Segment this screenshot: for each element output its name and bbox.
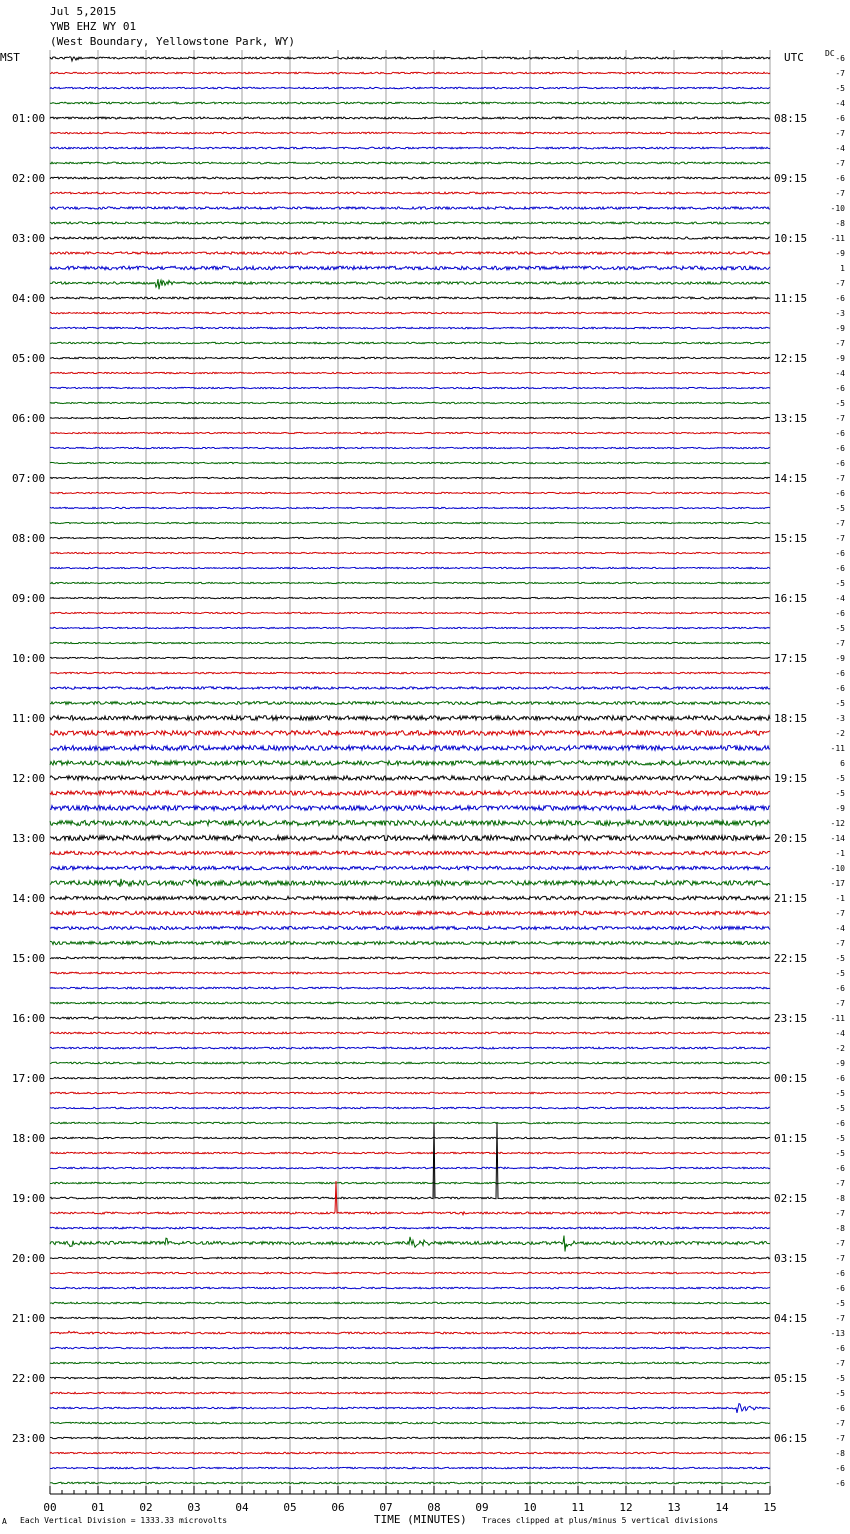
x-tick-label: 08 [427, 1501, 441, 1514]
trace-line [50, 552, 770, 553]
trace-line [50, 417, 770, 418]
dc-offset-label: -5 [835, 504, 845, 513]
dc-offset-label: -6 [835, 1479, 845, 1488]
dc-offset-label: -6 [835, 1404, 845, 1413]
dc-offset-label: -7 [835, 339, 845, 348]
dc-offset-label: -10 [830, 204, 845, 213]
dc-offset-label: -4 [835, 594, 845, 603]
trace-line [50, 1182, 770, 1184]
x-tick-label: 00 [43, 1501, 57, 1514]
dc-offset-label: -6 [835, 489, 845, 498]
left-zone-label: MST [0, 51, 20, 64]
dc-offset-label: -8 [835, 1194, 845, 1203]
x-tick-label: 15 [763, 1501, 777, 1514]
dc-offset-label: -5 [835, 1299, 845, 1308]
dc-offset-label: -7 [835, 1179, 845, 1188]
trace-line [50, 1137, 770, 1139]
dc-offset-label: -6 [835, 174, 845, 183]
dc-offset-label: -5 [835, 624, 845, 633]
trace-line [50, 252, 770, 254]
dc-offset-label: -5 [835, 789, 845, 798]
x-tick-label: 06 [331, 1501, 345, 1514]
trace-line [50, 896, 770, 900]
dc-offset-label: -5 [835, 774, 845, 783]
x-tick-label: 02 [139, 1501, 153, 1514]
trace-line [50, 1467, 770, 1469]
dc-offset-label: -5 [835, 399, 845, 408]
dc-offset-label: -17 [830, 879, 845, 888]
right-hour-label: 10:15 [774, 232, 808, 245]
dc-offset-label: -7 [835, 1254, 845, 1263]
dc-offset-label: -6 [835, 294, 845, 303]
dc-offset-label: -6 [835, 54, 845, 63]
x-tick-label: 04 [235, 1501, 249, 1514]
trace-line [50, 447, 770, 448]
left-hour-label: 17:00 [12, 1072, 46, 1085]
dc-offset-label: -12 [830, 819, 845, 828]
trace-line [50, 222, 770, 224]
trace-line [50, 1257, 770, 1259]
trace-line [50, 597, 770, 598]
left-hour-label: 06:00 [12, 412, 46, 425]
trace-line [50, 1317, 770, 1319]
trace-line [50, 1227, 770, 1229]
left-hour-label: 04:00 [12, 292, 46, 305]
dc-offset-label: -7 [835, 639, 845, 648]
trace-line [50, 866, 770, 870]
right-hour-label: 17:15 [774, 652, 808, 665]
right-hour-labels [774, 112, 807, 1445]
right-hour-label: 21:15 [774, 892, 808, 905]
dc-offset-label: -11 [830, 744, 845, 753]
trace-line [50, 1032, 770, 1034]
dc-offset-label: -7 [835, 1359, 845, 1368]
trace-line [50, 87, 770, 89]
trace-line [50, 851, 770, 855]
trace-line [50, 879, 770, 887]
left-hour-label: 12:00 [12, 772, 46, 785]
dc-offset-label: -7 [835, 69, 845, 78]
right-zone-label: UTC [784, 51, 804, 64]
trace-line [50, 522, 770, 523]
trace-line [50, 911, 770, 915]
trace-line [50, 1017, 770, 1019]
dc-offset-label: -1 [835, 849, 845, 858]
trace-line [50, 716, 770, 721]
dc-offset-label: -6 [835, 564, 845, 573]
trace-line [50, 987, 770, 989]
right-hour-label: 14:15 [774, 472, 808, 485]
left-hour-label: 21:00 [12, 1312, 46, 1325]
x-tick-label: 09 [475, 1501, 489, 1514]
dc-offset-label: -4 [835, 144, 845, 153]
dc-offset-label: -3 [835, 309, 845, 318]
right-hour-label: 13:15 [774, 412, 808, 425]
dc-offset-label: -5 [835, 1104, 845, 1113]
trace-line [50, 761, 770, 765]
left-hour-label: 22:00 [12, 1372, 46, 1385]
left-hour-label: 19:00 [12, 1192, 46, 1205]
right-hour-label: 15:15 [774, 532, 808, 545]
trace-line [50, 1002, 770, 1004]
dc-offset-label: -3 [835, 714, 845, 723]
right-hour-label: 01:15 [774, 1132, 808, 1145]
left-hour-label: 20:00 [12, 1252, 46, 1265]
dc-offset-label: -1 [835, 894, 845, 903]
trace-line [50, 972, 770, 974]
dc-offset-label: -7 [835, 909, 845, 918]
trace-line [50, 207, 770, 209]
dc-offset-labels [831, 54, 846, 1488]
trace-line [50, 1092, 770, 1094]
right-hour-label: 11:15 [774, 292, 808, 305]
dc-offset-label: -5 [835, 1089, 845, 1098]
x-tick-label: 03 [187, 1501, 201, 1514]
dc-offset-label: -4 [835, 99, 845, 108]
dc-offset-label: -7 [835, 159, 845, 168]
trace-line [50, 1077, 770, 1079]
trace-line [50, 941, 770, 944]
dc-offset-label: -14 [830, 834, 845, 843]
trace-line [50, 1392, 770, 1394]
x-tick-label: 01 [91, 1501, 105, 1514]
dc-offset-label: -6 [835, 984, 845, 993]
right-hour-label: 12:15 [774, 352, 808, 365]
trace-line [50, 177, 770, 179]
dc-offset-label: 6 [840, 759, 845, 768]
dc-offset-label: -5 [835, 699, 845, 708]
trace-line [50, 582, 770, 583]
dc-offset-label: -6 [835, 384, 845, 393]
dc-offset-label: -5 [835, 1389, 845, 1398]
dc-offset-label: -4 [835, 1029, 845, 1038]
trace-line [50, 147, 770, 149]
right-hour-label: 22:15 [774, 952, 808, 965]
trace-line [50, 117, 770, 119]
left-hour-label: 11:00 [12, 712, 46, 725]
right-hour-label: 20:15 [774, 832, 808, 845]
trace-line [50, 1123, 770, 1199]
dc-offset-label: -8 [835, 1449, 845, 1458]
dc-offset-label: -4 [835, 369, 845, 378]
right-hour-label: 16:15 [774, 592, 808, 605]
trace-line [50, 1167, 770, 1169]
trace-line [50, 102, 770, 104]
dc-offset-label: -7 [835, 189, 845, 198]
trace-line [50, 1437, 770, 1439]
dc-offset-label: -6 [835, 684, 845, 693]
left-hour-label: 07:00 [12, 472, 46, 485]
trace-line [50, 537, 770, 538]
dc-offset-label: -2 [835, 729, 845, 738]
dc-offset-label: -5 [835, 969, 845, 978]
right-hour-label: 03:15 [774, 1252, 808, 1265]
dc-offset-label: -11 [830, 1014, 845, 1023]
dc-offset-label: -6 [835, 429, 845, 438]
dc-offset-label: -4 [835, 924, 845, 933]
dc-offset-label: -7 [835, 1209, 845, 1218]
x-tick-label: 14 [715, 1501, 729, 1514]
trace-line [50, 312, 770, 314]
dc-label: DC [825, 49, 835, 58]
left-hour-label: 09:00 [12, 592, 46, 605]
dc-offset-label: -7 [835, 519, 845, 528]
trace-line [50, 72, 770, 74]
trace-line [50, 1404, 770, 1413]
trace-line [50, 926, 770, 929]
dc-offset-label: -6 [835, 669, 845, 678]
left-hour-label: 08:00 [12, 532, 46, 545]
right-hour-label: 06:15 [774, 1432, 808, 1445]
dc-offset-label: -9 [835, 354, 845, 363]
trace-line [50, 702, 770, 705]
trace-line [50, 1377, 770, 1379]
trace-line [50, 1287, 770, 1289]
trace-line [50, 1272, 770, 1274]
dc-offset-label: -9 [835, 1059, 845, 1068]
dc-offset-label: -10 [830, 864, 845, 873]
dc-offset-label: -7 [835, 534, 845, 543]
dc-offset-label: -7 [835, 1314, 845, 1323]
left-hour-label: 03:00 [12, 232, 46, 245]
dc-offset-label: -6 [835, 1164, 845, 1173]
dc-offset-label: -7 [835, 1434, 845, 1443]
dc-offset-label: -5 [835, 1149, 845, 1158]
x-axis [43, 1486, 776, 1514]
trace-line [50, 1302, 770, 1304]
trace-line [50, 642, 770, 643]
trace-line [50, 162, 770, 164]
x-tick-label: 11 [571, 1501, 585, 1514]
right-hour-label: 18:15 [774, 712, 808, 725]
trace-line [50, 402, 770, 403]
left-hour-label: 05:00 [12, 352, 46, 365]
x-tick-label: 07 [379, 1501, 393, 1514]
dc-offset-label: -11 [830, 234, 845, 243]
dc-offset-label: -7 [835, 939, 845, 948]
trace-line [50, 1331, 770, 1334]
dc-offset-label: -9 [835, 804, 845, 813]
dc-offset-label: -6 [835, 1119, 845, 1128]
trace-line [50, 657, 770, 658]
trace-line [50, 237, 770, 239]
dc-offset-label: -6 [835, 1269, 845, 1278]
right-hour-label: 00:15 [774, 1072, 808, 1085]
dc-offset-label: -9 [835, 654, 845, 663]
trace-line [50, 820, 770, 825]
trace-line [50, 266, 770, 270]
x-tick-label: 10 [523, 1501, 537, 1514]
left-hour-label: 16:00 [12, 1012, 46, 1025]
trace-line [50, 687, 770, 689]
location-label: (West Boundary, Yellowstone Park, WY) [50, 35, 296, 48]
dc-offset-label: -7 [835, 1419, 845, 1428]
dc-offset-label: -6 [835, 1284, 845, 1293]
trace-line [50, 776, 770, 780]
trace-line [50, 957, 770, 959]
trace-line [50, 357, 770, 359]
station-label: YWB EHZ WY 01 [50, 20, 137, 33]
dc-offset-label: -7 [835, 474, 845, 483]
dc-offset-label: -6 [835, 609, 845, 618]
trace-line [50, 327, 770, 329]
dc-offset-label: -6 [835, 459, 845, 468]
dc-offset-label: -5 [835, 1134, 845, 1143]
trace-line [50, 612, 770, 613]
dc-offset-label: -8 [835, 219, 845, 228]
trace-line [50, 1422, 770, 1424]
trace-line [50, 1107, 770, 1109]
trace-line [50, 297, 770, 299]
right-hour-label: 05:15 [774, 1372, 808, 1385]
dc-offset-label: 1 [840, 264, 845, 273]
right-hour-label: 09:15 [774, 172, 808, 185]
trace-line [50, 1122, 770, 1124]
dc-offset-label: -7 [835, 1239, 845, 1248]
dc-offset-label: -8 [835, 1224, 845, 1233]
trace-line [50, 57, 770, 61]
trace-line [50, 1362, 770, 1364]
dc-offset-label: -7 [835, 129, 845, 138]
dc-offset-label: -6 [835, 444, 845, 453]
left-hour-label: 10:00 [12, 652, 46, 665]
left-hour-label: 01:00 [12, 112, 46, 125]
trace-line [50, 1152, 770, 1154]
left-hour-label: 13:00 [12, 832, 46, 845]
trace-line [50, 805, 770, 810]
trace-line [50, 387, 770, 388]
trace-line [50, 477, 770, 478]
trace-line [50, 342, 770, 344]
left-hour-label: 14:00 [12, 892, 46, 905]
left-hour-labels [12, 112, 45, 1445]
dc-offset-label: -5 [835, 579, 845, 588]
right-hour-label: 08:15 [774, 112, 808, 125]
dc-offset-label: -5 [835, 1374, 845, 1383]
dc-offset-label: -5 [835, 84, 845, 93]
right-hour-label: 02:15 [774, 1192, 808, 1205]
clip-note: Traces clipped at plus/minus 5 vertical divisions [482, 1516, 719, 1525]
dc-offset-label: -5 [835, 954, 845, 963]
trace-line [50, 462, 770, 463]
trace-line [50, 372, 770, 373]
trace-line [50, 835, 770, 840]
x-axis-title: TIME (MINUTES) [374, 1513, 467, 1526]
trace-line [50, 1347, 770, 1349]
x-tick-label: 13 [667, 1501, 681, 1514]
x-tick-label: 12 [619, 1501, 633, 1514]
trace-line [50, 567, 770, 568]
trace-line [50, 132, 770, 134]
x-tick-label: 05 [283, 1501, 297, 1514]
dc-offset-label: -2 [835, 1044, 845, 1053]
trace-line [50, 432, 770, 433]
right-hour-label: 19:15 [774, 772, 808, 785]
left-hour-label: 15:00 [12, 952, 46, 965]
trace-line [50, 672, 770, 674]
dc-offset-label: -6 [835, 1344, 845, 1353]
dc-offset-label: -6 [835, 1074, 845, 1083]
dc-offset-label: -6 [835, 549, 845, 558]
trace-line [50, 746, 770, 751]
dc-offset-label: -7 [835, 414, 845, 423]
right-hour-label: 04:15 [774, 1312, 808, 1325]
trace-line [50, 492, 770, 493]
scale-note: Each Vertical Division = 1333.33 microvolts [20, 1516, 228, 1525]
dc-offset-label: -9 [835, 324, 845, 333]
trace-group [50, 57, 770, 1484]
trace-line [50, 1062, 770, 1064]
trace-line [50, 279, 770, 289]
right-hour-label: 23:15 [774, 1012, 808, 1025]
trace-line [50, 1482, 770, 1484]
trace-line [50, 1047, 770, 1049]
dc-offset-label: -9 [835, 249, 845, 258]
trace-line [50, 507, 770, 508]
dc-offset-label: -7 [835, 999, 845, 1008]
left-hour-label: 02:00 [12, 172, 46, 185]
footer-mark: A [2, 1517, 7, 1526]
date-label: Jul 5,2015 [50, 5, 117, 18]
trace-line [50, 791, 770, 795]
trace-line [50, 627, 770, 628]
left-hour-label: 23:00 [12, 1432, 46, 1445]
trace-line [50, 192, 770, 194]
left-hour-label: 18:00 [12, 1132, 46, 1145]
dc-offset-label: -7 [835, 279, 845, 288]
dc-offset-label: -6 [835, 114, 845, 123]
dc-offset-label: -13 [830, 1329, 845, 1338]
trace-line [50, 731, 770, 736]
dc-offset-label: -6 [835, 1464, 845, 1473]
trace-line [50, 1452, 770, 1454]
trace-line [50, 1236, 770, 1252]
